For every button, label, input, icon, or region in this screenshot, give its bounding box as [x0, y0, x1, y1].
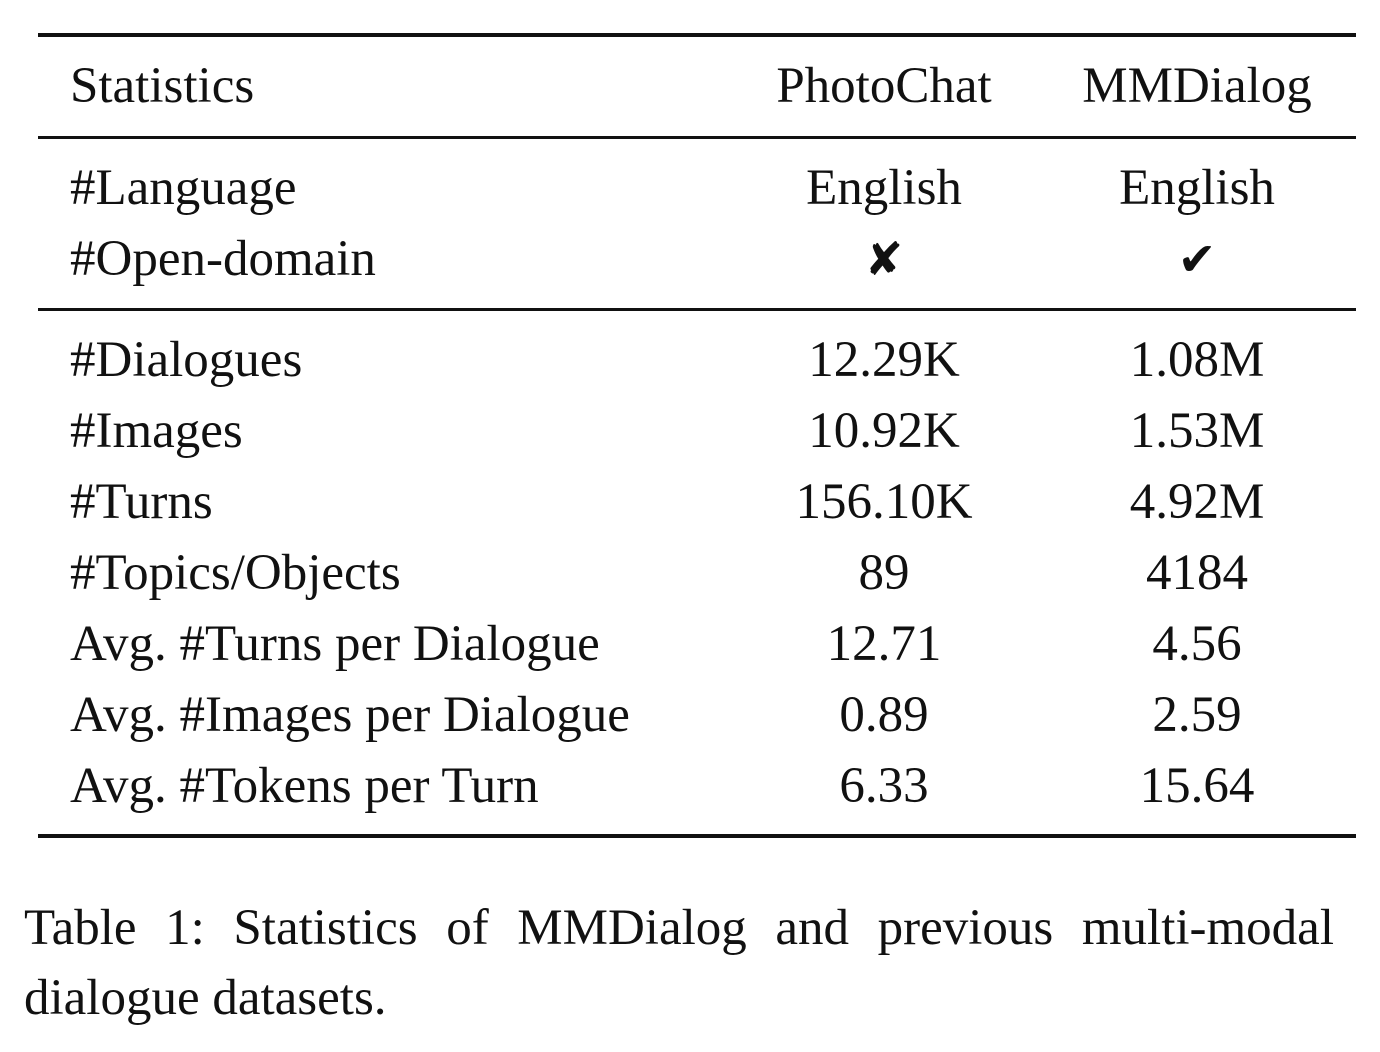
table-row [0, 324, 1380, 396]
row-label: #Language [70, 160, 297, 216]
table-bottom-rule [38, 834, 1356, 838]
table-caption: Table 1: Statistics of MMDialog and previous multi-modal dialogue datasets. [24, 900, 1334, 1026]
header-photochat: PhotoChat [776, 58, 992, 114]
header-mmdialog: MMDialog [1082, 58, 1312, 114]
photochat-value: 10.92K [808, 403, 960, 459]
table-row [0, 750, 1380, 822]
photochat-value: 156.10K [795, 474, 973, 530]
check-mark-icon: ✔ [1177, 232, 1217, 286]
header-statistics: Statistics [70, 58, 255, 114]
table-header-rule [38, 136, 1356, 139]
table-row [0, 223, 1380, 295]
row-label: #Topics/Objects [70, 545, 401, 601]
table-row [0, 395, 1380, 467]
photochat-value: English [806, 160, 962, 216]
photochat-value: 0.89 [839, 687, 929, 743]
row-label: #Images [70, 403, 243, 459]
row-label: #Turns [70, 474, 213, 530]
mmdialog-value: 4.92M [1129, 474, 1265, 530]
mmdialog-value: 2.59 [1152, 687, 1242, 743]
mmdialog-value: 15.64 [1139, 758, 1255, 814]
table-header-row [0, 50, 1380, 122]
table-row [0, 152, 1380, 224]
row-label: #Dialogues [70, 332, 303, 388]
table-top-rule [38, 33, 1356, 37]
mmdialog-value: 4.56 [1152, 616, 1242, 672]
table-row [0, 679, 1380, 751]
photochat-value: 12.71 [826, 616, 942, 672]
row-label: Avg. #Images per Dialogue [70, 687, 630, 743]
photochat-value: 6.33 [839, 758, 929, 814]
photochat-value: 89 [858, 545, 910, 601]
table-row [0, 608, 1380, 680]
table-row [0, 466, 1380, 538]
row-label: Avg. #Turns per Dialogue [70, 616, 600, 672]
photochat-value: 12.29K [808, 332, 960, 388]
table-group-rule [38, 308, 1356, 311]
mmdialog-value: 1.08M [1129, 332, 1265, 388]
mmdialog-value: 4184 [1146, 545, 1248, 601]
mmdialog-value: 1.53M [1129, 403, 1265, 459]
cross-mark-icon: ✘ [864, 232, 904, 286]
row-label: Avg. #Tokens per Turn [70, 758, 539, 814]
mmdialog-value: English [1119, 160, 1275, 216]
row-label: #Open-domain [70, 231, 376, 287]
table-row [0, 537, 1380, 609]
